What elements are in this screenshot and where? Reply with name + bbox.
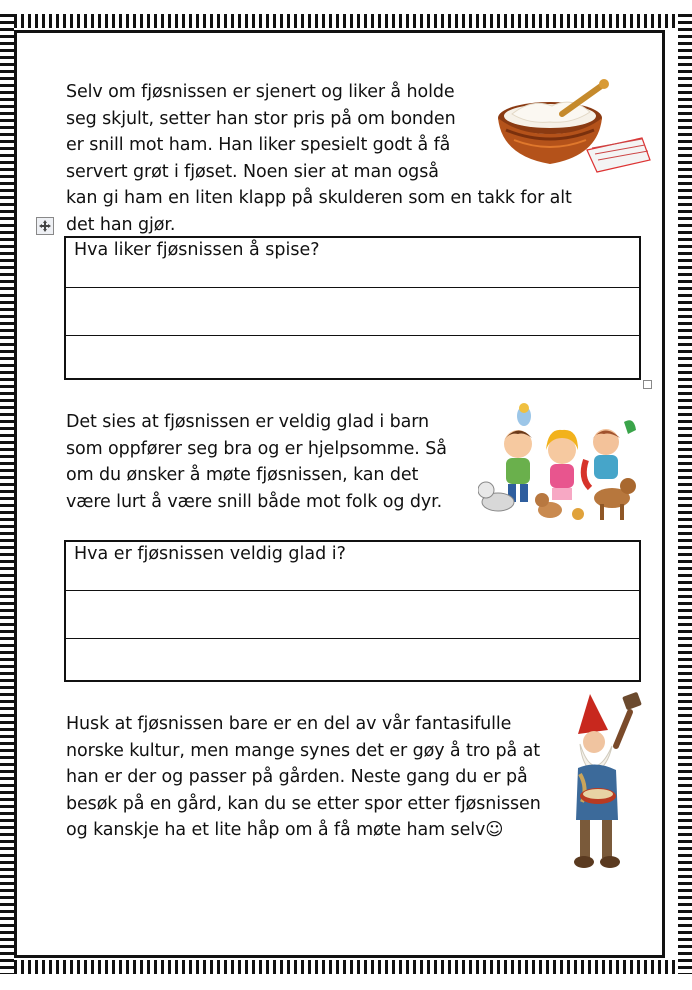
table-move-handle[interactable] bbox=[36, 217, 54, 235]
answer-table-2 bbox=[64, 540, 641, 682]
text-line: Husk at fjøsnissen bare er en del av vår fantasifulle bbox=[66, 714, 512, 734]
text-line: det han gjør. bbox=[66, 214, 176, 235]
paragraph-children bbox=[66, 409, 447, 515]
answer-row[interactable] bbox=[66, 591, 639, 639]
text-line: besøk på en gård, kan du se etter spor etter fjøsnissen bbox=[66, 793, 541, 814]
answer-row[interactable] bbox=[66, 336, 639, 380]
page-border-left bbox=[0, 14, 14, 974]
text-line: kan gi ham en liten klapp på skulderen som en takk for alt bbox=[66, 188, 572, 208]
text-line: og kanskje ha et lite håp om å få møte ham selv☺ bbox=[66, 820, 504, 840]
move-arrows-icon bbox=[39, 220, 51, 232]
text-line: seg skjult, setter han stor pris på om bonden bbox=[66, 108, 456, 129]
porridge-bowl-image bbox=[492, 78, 652, 178]
text-line: om du ønsker å møte fjøsnissen, kan det bbox=[66, 465, 419, 485]
text-line: som oppfører seg bra og er hjelpsomme. Så bbox=[66, 438, 447, 459]
children-with-animals-image bbox=[478, 402, 640, 524]
answer-table-1 bbox=[64, 236, 641, 380]
answer-row[interactable] bbox=[66, 639, 639, 682]
gnome-nisse-image bbox=[568, 690, 644, 880]
paragraph-culture bbox=[66, 711, 541, 844]
page-border-bottom bbox=[0, 960, 692, 974]
table-resize-handle[interactable] bbox=[643, 380, 652, 389]
text-line: er snill mot ham. Han liker spesielt godt å få bbox=[66, 135, 451, 155]
text-line: servert grøt i fjøset. Noen sier at man også bbox=[66, 161, 439, 182]
question-row: Hva liker fjøsnissen å spise? bbox=[66, 238, 639, 288]
text-line: norske kultur, men mange synes det er gøy å tro på at bbox=[66, 740, 541, 761]
question-row: Hva er fjøsnissen veldig glad i? bbox=[66, 542, 639, 591]
text-line: han er der og passer på gården. Neste gang du er på bbox=[66, 767, 528, 787]
text-line: være lurt å være snill både mot folk og dyr. bbox=[66, 491, 443, 512]
text-line: Selv om fjøsnissen er sjenert og liker å holde bbox=[66, 82, 455, 102]
answer-row[interactable] bbox=[66, 288, 639, 336]
page-border-right bbox=[678, 14, 692, 974]
text-line: Det sies at fjøsnissen er veldig glad i barn bbox=[66, 412, 430, 432]
page-border-top bbox=[0, 14, 692, 28]
